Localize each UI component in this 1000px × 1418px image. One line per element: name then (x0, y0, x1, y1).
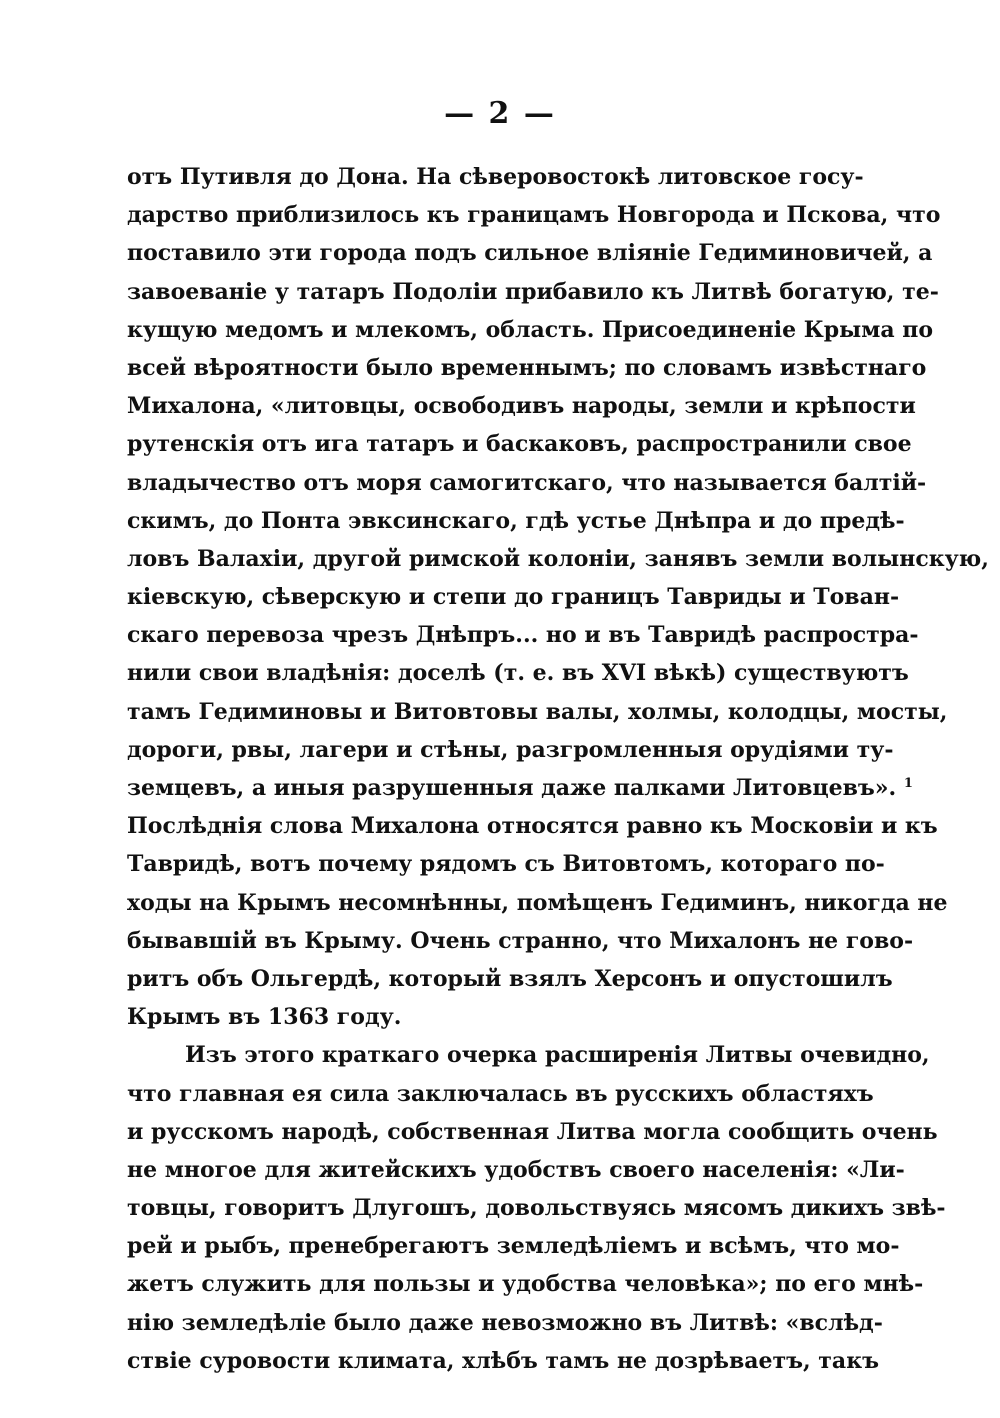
text-line (127, 578, 900, 616)
text-line-content: что главная ея сила заключалась въ русскихъ областяхъ (127, 1080, 874, 1107)
text-line-content: тамъ Гедиминовы и Витовтовы валы, холмы, колодцы, мосты, (127, 698, 948, 725)
text-line-content: ходы на Крымъ несомнѣнны, помѣщенъ Гедиминъ, никогда не (127, 889, 948, 916)
text-line-content: ствіе суровости климата, хлѣбъ тамъ не дозрѣваетъ, такъ (127, 1347, 879, 1374)
text-line-content: нили свои владѣнія: доселѣ (т. е. въ XVI вѣкѣ) существуютъ (127, 660, 909, 687)
text-line-content: скимъ, до Понта эвксинскаго, гдѣ устье Днѣпра и до предѣ- (127, 507, 905, 534)
text-line-content: ловъ Валахіи, другой римской колоніи, занявъ земли волынскую, (127, 545, 989, 572)
text-line (127, 616, 919, 654)
text-line (127, 540, 989, 578)
text-line (127, 464, 927, 502)
text-line (127, 998, 822, 1036)
text-line-content: дороги, рвы, лагери и стѣны, разгромленныя орудіями ту- (127, 736, 894, 763)
text-line-content: кіевскую, сѣверскую и степи до границъ Тавриды и Тован- (127, 584, 900, 611)
text-line (127, 158, 864, 196)
text-line-content: Крымъ въ 1363 году. (127, 1004, 402, 1031)
text-line (127, 1036, 930, 1074)
body-text (127, 158, 989, 1380)
text-line-content: не многое для житейскихъ удобствъ своего населенія: «Ли- (127, 1156, 905, 1183)
text-line (127, 1189, 946, 1227)
text-line (127, 1342, 879, 1380)
text-line (127, 234, 933, 272)
text-line-content: владычество отъ моря самогитскаго, что называется балтій- (127, 469, 927, 496)
text-line-content: товцы, говоритъ Длугошъ, довольствуясь мясомъ дикихъ звѣ- (127, 1195, 946, 1222)
text-line-content: дарство приблизилось къ границамъ Новгорода и Пскова, что (127, 202, 941, 229)
text-line (127, 1265, 924, 1303)
text-line-content: рутенскія отъ ига татаръ и баскаковъ, распространили свое (127, 431, 912, 458)
text-line-content: всей вѣроятности было временнымъ; по словамъ извѣстнаго (127, 354, 927, 381)
text-line-content: бывавшій въ Крыму. Очень странно, что Михалонъ не гово- (127, 927, 914, 954)
text-line-content: Михалона, «литовцы, освободивъ народы, земли и крѣпости (127, 393, 916, 420)
text-line (127, 1151, 905, 1189)
text-line-content: Тавридѣ, вотъ почему рядомъ съ Витовтомъ, котораго по- (127, 851, 885, 878)
text-line (127, 884, 948, 922)
text-line-content: поставило эти города подъ сильное вліяніе Гедиминовичей, а (127, 240, 933, 267)
text-line (127, 425, 912, 463)
text-line (127, 807, 938, 845)
text-line (127, 845, 885, 883)
text-line (127, 1113, 938, 1151)
text-line (127, 196, 941, 234)
text-line-content: ритъ объ Ольгердѣ, который взялъ Херсонъ и опустошилъ (127, 965, 893, 992)
text-line-content: скаго перевоза чрезъ Днѣпръ... но и въ Тавридѣ распростра- (127, 622, 919, 649)
text-line-content: отъ Путивля до Дона. На сѣверовостокѣ литовское госу- (127, 164, 864, 190)
text-line (127, 273, 939, 311)
text-line-content: завоеваніе у татаръ Подоліи прибавило къ Литвѣ богатую, те- (127, 278, 939, 305)
text-line (127, 769, 913, 807)
text-line-content: Изъ этого краткаго очерка расширенія Литвы очевидно, (185, 1042, 930, 1069)
text-line-content: кущую медомъ и млекомъ, область. Присоединеніе Крыма по (127, 316, 934, 343)
text-line-content: нію земледѣліе было даже невозможно въ Литвѣ: «вслѣд- (127, 1309, 883, 1336)
text-line (127, 1304, 883, 1342)
text-line (127, 693, 948, 731)
text-line (127, 387, 916, 425)
page-number: — 2 — (444, 96, 556, 131)
text-line (127, 1227, 900, 1265)
text-line-content: жетъ служить для пользы и удобства человѣка»; по его мнѣ- (127, 1271, 924, 1298)
text-line (127, 1075, 874, 1113)
text-line (127, 960, 893, 998)
text-line (127, 349, 927, 387)
text-line (127, 922, 914, 960)
text-line-content: Послѣднія слова Михалона относятся равно къ Московіи и къ (127, 813, 938, 840)
text-line (127, 502, 905, 540)
text-line-content: и русскомъ народѣ, собственная Литва могла сообщить очень (127, 1118, 938, 1145)
footnote-marker: 1 (903, 776, 913, 791)
text-line (127, 731, 894, 769)
text-line (127, 311, 934, 349)
text-line (127, 654, 909, 692)
text-line-content: земцевъ, а иныя разрушенныя даже палками Литовцевъ». (127, 775, 897, 801)
text-line-content: рей и рыбъ, пренебрегаютъ земледѣліемъ и всѣмъ, что мо- (127, 1233, 900, 1260)
